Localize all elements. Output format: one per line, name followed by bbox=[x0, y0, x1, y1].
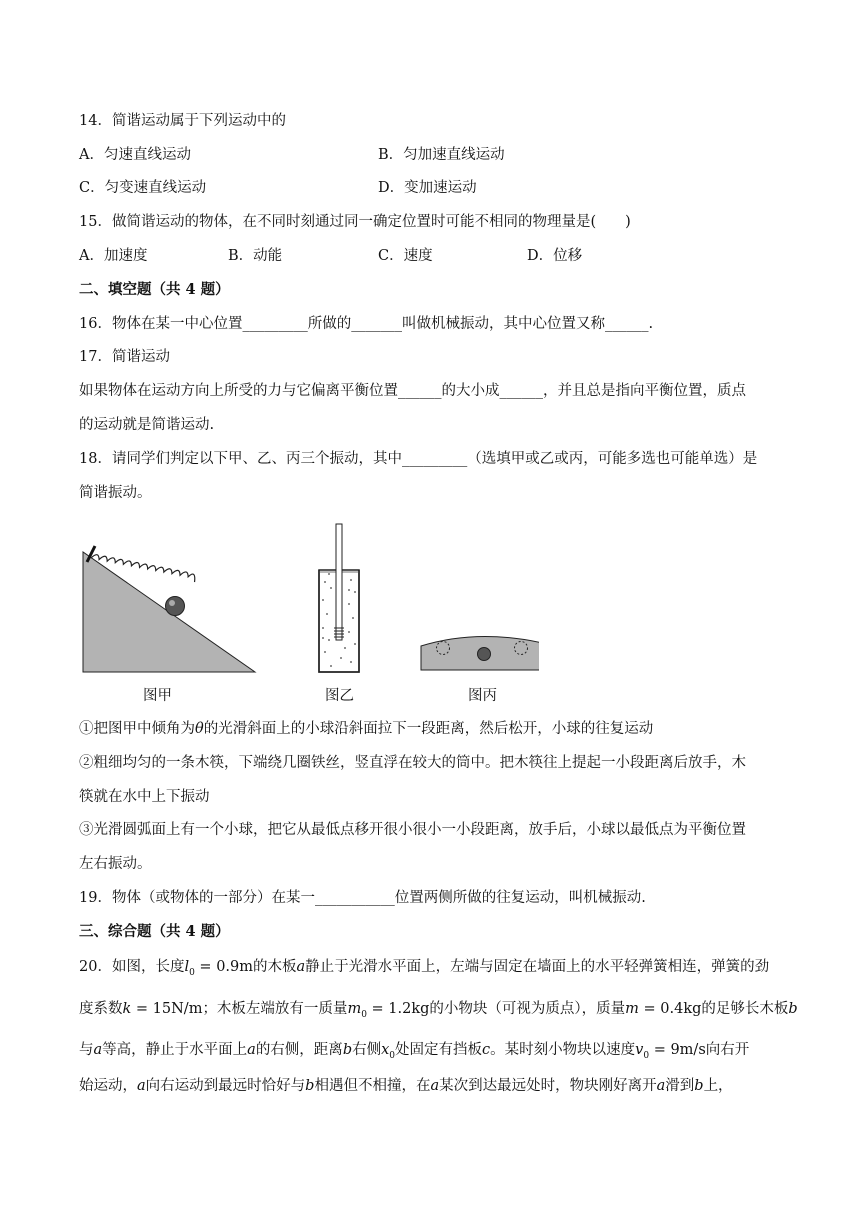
q18-item-1: ①把图甲中倾角为θ的光滑斜面上的小球沿斜面拉下一段距离，然后松开，小球的往复运动 bbox=[79, 721, 654, 737]
figure-yi-drawing bbox=[319, 524, 359, 672]
section-comprehensive-heading: 三、综合题（共 4 题） bbox=[79, 923, 230, 940]
q15-option-b: B．动能 bbox=[228, 248, 283, 264]
q18-item-3-line-2: 左右振动。 bbox=[79, 856, 152, 872]
caption-figure-yi: 图乙 bbox=[325, 688, 354, 704]
q20-line-3: 与a等高，静止于水平面上a的右侧，距离b右侧$x_0$处固定有挡板c。某时刻小物块以速度$v_0 = 9m/s$向右开 bbox=[79, 1042, 750, 1061]
q18-line-2: 简谐振动。 bbox=[79, 485, 152, 501]
figure-jia-drawing bbox=[83, 532, 255, 672]
q16-text: 16．物体在某一中心位置_________所做的_______叫做机械振动，其中心位置又称______. bbox=[79, 316, 654, 332]
figure-bing-drawing bbox=[421, 636, 539, 670]
q15-option-d: D．位移 bbox=[527, 248, 583, 264]
q20-line-2: 度系数k = 15N/m；木板左端放有一质量$m_0 = 1.2kg$的小物块（可视为质点），质量m = 0.4kg的足够长木板b bbox=[79, 1001, 798, 1020]
q15-stem: 15．做简谐运动的物体，在不同时刻通过同一确定位置时可能不相同的物理量是( ) bbox=[79, 214, 631, 230]
q19-text: 19．物体（或物体的一部分）在某一___________位置两侧所做的往复运动，叫机械振动. bbox=[79, 890, 646, 906]
q17-line-1: 如果物体在运动方向上所受的力与它偏离平衡位置______的大小成______，并且总是指向平衡位置，质点 bbox=[79, 383, 746, 399]
q18-line-1: 18．请同学们判定以下甲、乙、丙三个振动，其中_________（选填甲或乙或丙，可能多选也可能单选）是 bbox=[79, 451, 758, 467]
q18-figure-svg bbox=[79, 520, 539, 680]
q14-option-d: D．变加速运动 bbox=[378, 180, 477, 196]
section-fill-in-heading: 二、填空题（共 4 题） bbox=[79, 281, 230, 298]
caption-figure-jia: 图甲 bbox=[143, 688, 172, 704]
q14-option-a: A．匀速直线运动 bbox=[79, 147, 191, 163]
q17-title: 17．简谐运动 bbox=[79, 349, 170, 365]
q18-figures bbox=[79, 520, 539, 710]
q18-item-2-line-1: ②粗细均匀的一条木筷，下端绕几圈铁丝，竖直浮在较大的筒中。把木筷往上提起一小段距离后放手，木 bbox=[79, 755, 746, 771]
q20-line-4: 始运动，a向右运动到最远时恰好与b相遇但不相撞，在a某次到达最远处时，物块刚好离开a滑到b上， bbox=[79, 1078, 733, 1094]
q14-option-c: C．匀变速直线运动 bbox=[79, 180, 207, 196]
q14-stem: 14．简谐运动属于下列运动中的 bbox=[79, 113, 286, 129]
q15-option-c: C．速度 bbox=[378, 248, 433, 264]
q17-line-2: 的运动就是简谐运动. bbox=[79, 417, 215, 433]
q18-item-3-line-1: ③光滑圆弧面上有一个小球，把它从最低点移开很小很小一小段距离，放手后，小球以最低点为平衡位置 bbox=[79, 822, 746, 838]
caption-figure-bing: 图丙 bbox=[468, 688, 497, 704]
q15-option-a: A．加速度 bbox=[79, 248, 148, 264]
q14-option-b: B．匀加速直线运动 bbox=[378, 147, 505, 163]
q20-line-1: 20．如图，长度$l_0 = 0.9m$的木板a静止于光滑水平面上，左端与固定在墙面上的水平轻弹簧相连，弹簧的劲 bbox=[79, 959, 770, 978]
q18-item-2-line-2: 筷就在水中上下振动 bbox=[79, 789, 210, 805]
